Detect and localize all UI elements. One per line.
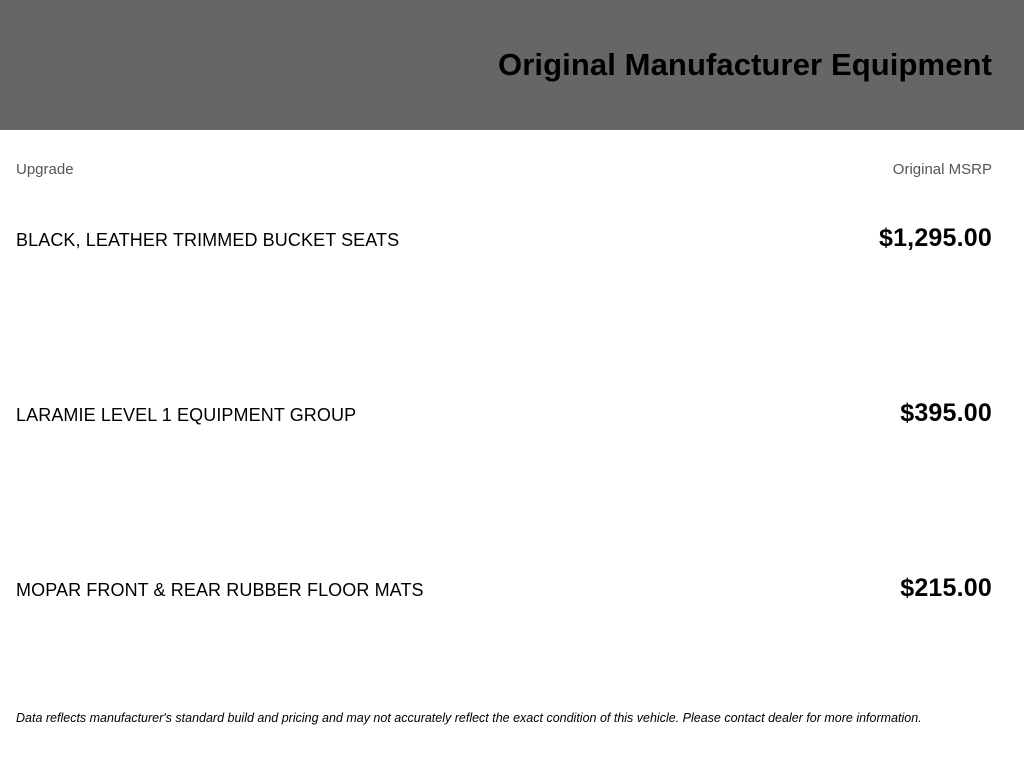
equipment-price: $215.00	[900, 574, 992, 602]
equipment-content	[0, 130, 1024, 768]
page-title: Original Manufacturer Equipment	[498, 47, 992, 83]
equipment-name: BLACK, LEATHER TRIMMED BUCKET SEATS	[16, 230, 400, 250]
column-header-upgrade: Upgrade	[16, 161, 74, 178]
column-header-msrp: Original MSRP	[892, 161, 992, 178]
disclaimer-text: Data reflects manufacturer's standard build and pricing and may not accurately reflect the exact condition of this vehicle. Please contact dealer for more information.	[16, 711, 922, 725]
equipment-price: $395.00	[900, 399, 992, 427]
equipment-table	[16, 224, 992, 749]
table-row	[16, 399, 992, 574]
table-header-row	[16, 130, 992, 178]
equipment-name: LARAMIE LEVEL 1 EQUIPMENT GROUP	[16, 405, 357, 425]
table-row	[16, 224, 992, 399]
equipment-name: MOPAR FRONT & REAR RUBBER FLOOR MATS	[16, 580, 424, 600]
equipment-price: $1,295.00	[878, 224, 992, 252]
page-header	[0, 0, 1024, 130]
